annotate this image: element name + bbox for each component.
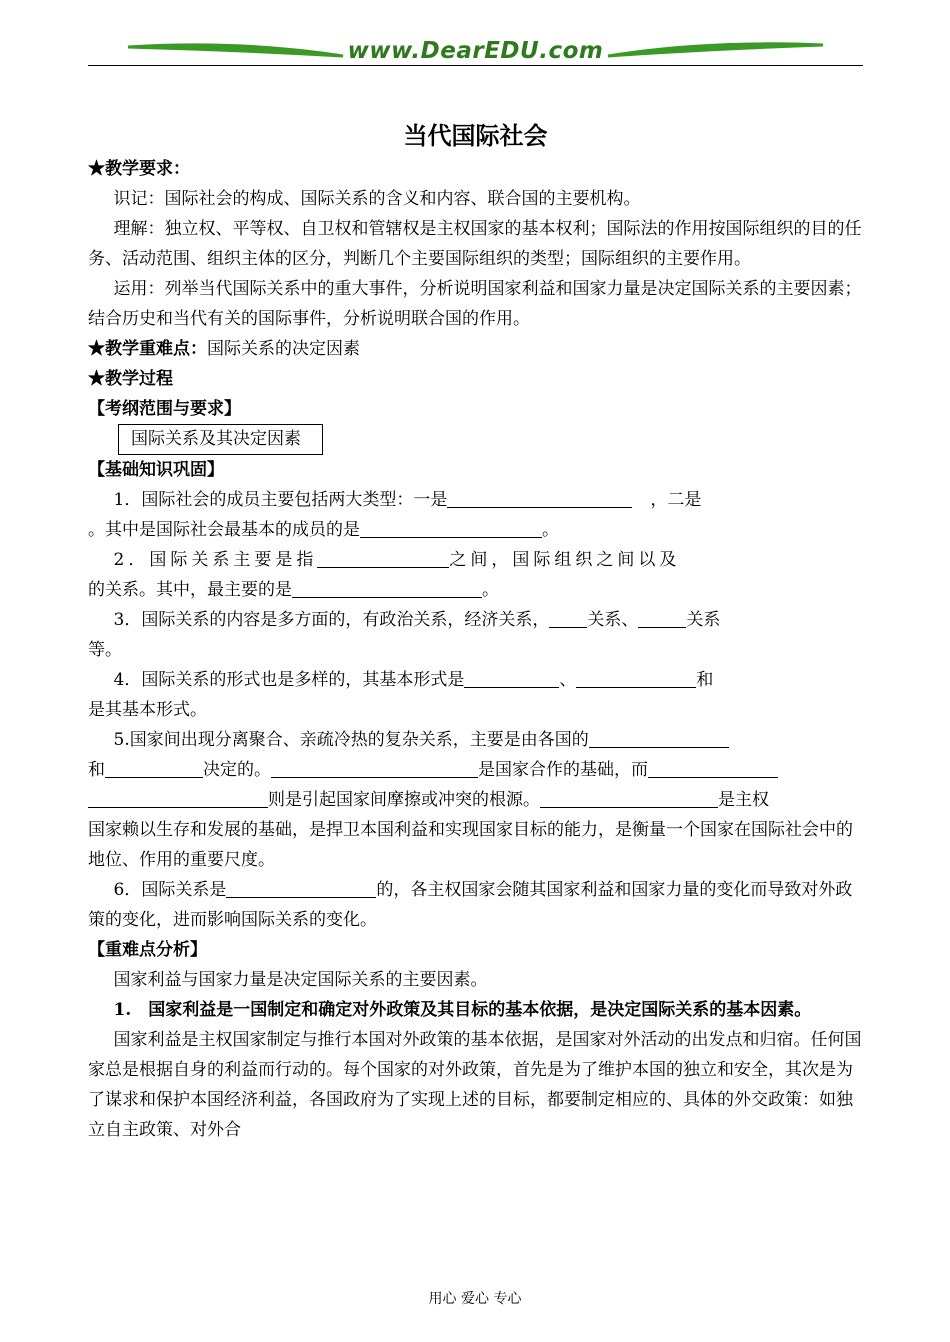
question-5 (88, 725, 863, 755)
answer-blank[interactable] (447, 487, 632, 508)
page-header (88, 30, 863, 68)
page-title: 当代国际社会 (403, 121, 548, 150)
basic-heading: 【基础知识巩固】 (88, 460, 224, 480)
analysis-body: 国家利益是主权国家制定与推行本国对外政策的基本依据，是国家对外活动的出发点和归宿。任何国家总是根据自身的利益而行动的。每个国家的对外政策，首先是为了维护本国的独立和安全，其次是为了谋求和保护本国经济利益，各国政府为了实现上述的目标，都要制定相应的、具体的外交政策：如独立自主政策、对外合 (88, 1030, 862, 1140)
q3-text-c: 关系 (686, 610, 721, 630)
outline-box: 国际关系及其决定因素 (118, 424, 323, 455)
req-understand: 理解：独立权、平等权、自卫权和管辖权是主权国家的基本权利；国际法的作用按国际组织的目的任务、活动范围、组织主体的区分，判断几个主要国际组织的类型；国际组织的主要作用。 (88, 219, 862, 269)
answer-blank[interactable] (271, 757, 478, 778)
question-3 (88, 605, 863, 635)
question-2 (88, 545, 863, 575)
question-6 (88, 875, 863, 935)
key-points-line (88, 334, 863, 364)
q4-text-b: 、 (559, 670, 577, 690)
q5-text-d: 是国家合作的基础，而 (478, 760, 648, 780)
document-body (88, 118, 863, 1145)
q2-text-b: 之间，国际组织之间以及 (449, 550, 681, 570)
q5-text-e: 则是引起国家间摩擦或冲突的根源。 (268, 790, 540, 810)
q1-text-d: 。 (542, 520, 559, 540)
q1-text-a: 1．国际社会的成员主要包括两大类型：一是 (113, 490, 448, 510)
q4-text-a: 4．国际关系的形式也是多样的，其基本形式是 (113, 670, 465, 690)
q3-text-a: 3．国际关系的内容是多方面的，有政治关系，经济关系， (113, 610, 550, 630)
answer-blank[interactable] (589, 727, 729, 748)
question-4 (88, 665, 863, 695)
q6-text-a: 6．国际关系是 (113, 880, 227, 900)
key-points-heading: ★教学重难点： (88, 339, 207, 359)
page-footer: 用心 爱心 专心 (428, 1291, 522, 1307)
q5-text-b: 和 (88, 760, 105, 780)
answer-blank[interactable] (576, 667, 696, 688)
question-5-line2 (88, 755, 863, 785)
question-4-cont: 是其基本形式。 (88, 700, 207, 720)
question-5-line4: 国家赖以生存和发展的基础，是捍卫本国利益和实现国家目标的能力，是衡量一个国家在国际社会中的地位、作用的重要尺度。 (88, 820, 853, 870)
answer-blank[interactable] (88, 787, 268, 808)
analysis-intro: 国家利益与国家力量是决定国际关系的主要因素。 (113, 970, 488, 990)
key-points-text: 国际关系的决定因素 (207, 339, 360, 359)
question-5-line3 (88, 785, 863, 815)
answer-blank[interactable] (226, 877, 376, 898)
answer-blank[interactable] (292, 577, 482, 598)
process-heading: ★教学过程 (88, 369, 173, 389)
q1-text-c: 。其中是国际社会最基本的成员的是 (88, 520, 360, 540)
q5-text-c: 决定的。 (203, 760, 271, 780)
answer-blank[interactable] (317, 547, 449, 568)
req-memorize: 识记：国际社会的构成、国际关系的含义和内容、联合国的主要机构。 (113, 189, 641, 209)
answer-blank[interactable] (638, 607, 686, 628)
answer-blank[interactable] (105, 757, 203, 778)
q4-text-c: 和 (696, 670, 714, 690)
q5-text-a: 5.国家间出现分离聚合、亲疏冷热的复杂关系，主要是由各国的 (113, 730, 589, 750)
question-3-cont: 等。 (88, 640, 122, 660)
question-2-cont (88, 575, 863, 605)
site-logo-text[interactable]: www.DearEDU.com (347, 38, 604, 64)
outline-heading: 【考纲范围与要求】 (88, 399, 241, 419)
analysis-subheading-1: 1. 国家利益是一国制定和确定对外政策及其目标的基本依据，是决定国际关系的基本因素。 (113, 1000, 812, 1020)
answer-blank[interactable] (648, 757, 778, 778)
q3-text-b: 关系、 (587, 610, 639, 630)
question-1-cont (88, 515, 863, 545)
question-1 (88, 485, 863, 515)
q2-text-a: 2．国际关系主要是指 (113, 550, 318, 570)
q5-text-f: 是主权 (718, 790, 769, 810)
analysis-heading: 【重难点分析】 (88, 940, 207, 960)
answer-blank[interactable] (549, 607, 587, 628)
answer-blank[interactable] (464, 667, 559, 688)
answer-blank[interactable] (360, 517, 542, 538)
req-apply: 运用：列举当代国际关系中的重大事件，分析说明国家利益和国家力量是决定国际关系的主要因素；结合历史和当代有关的国际事件，分析说明联合国的作用。 (88, 279, 862, 329)
q2-text-d: 。 (482, 580, 499, 600)
q6-text-b: 的，各主权国家会随其国家利益和国家力量的变化而导致对外政策的变化，进而影响国际关系的变化。 (88, 880, 853, 930)
q1-text-b: ，二是 (650, 490, 702, 510)
answer-blank[interactable] (540, 787, 718, 808)
requirements-heading: ★教学要求： (88, 159, 190, 179)
header-divider (88, 65, 863, 66)
q2-text-c: 的关系。其中，最主要的是 (88, 580, 292, 600)
